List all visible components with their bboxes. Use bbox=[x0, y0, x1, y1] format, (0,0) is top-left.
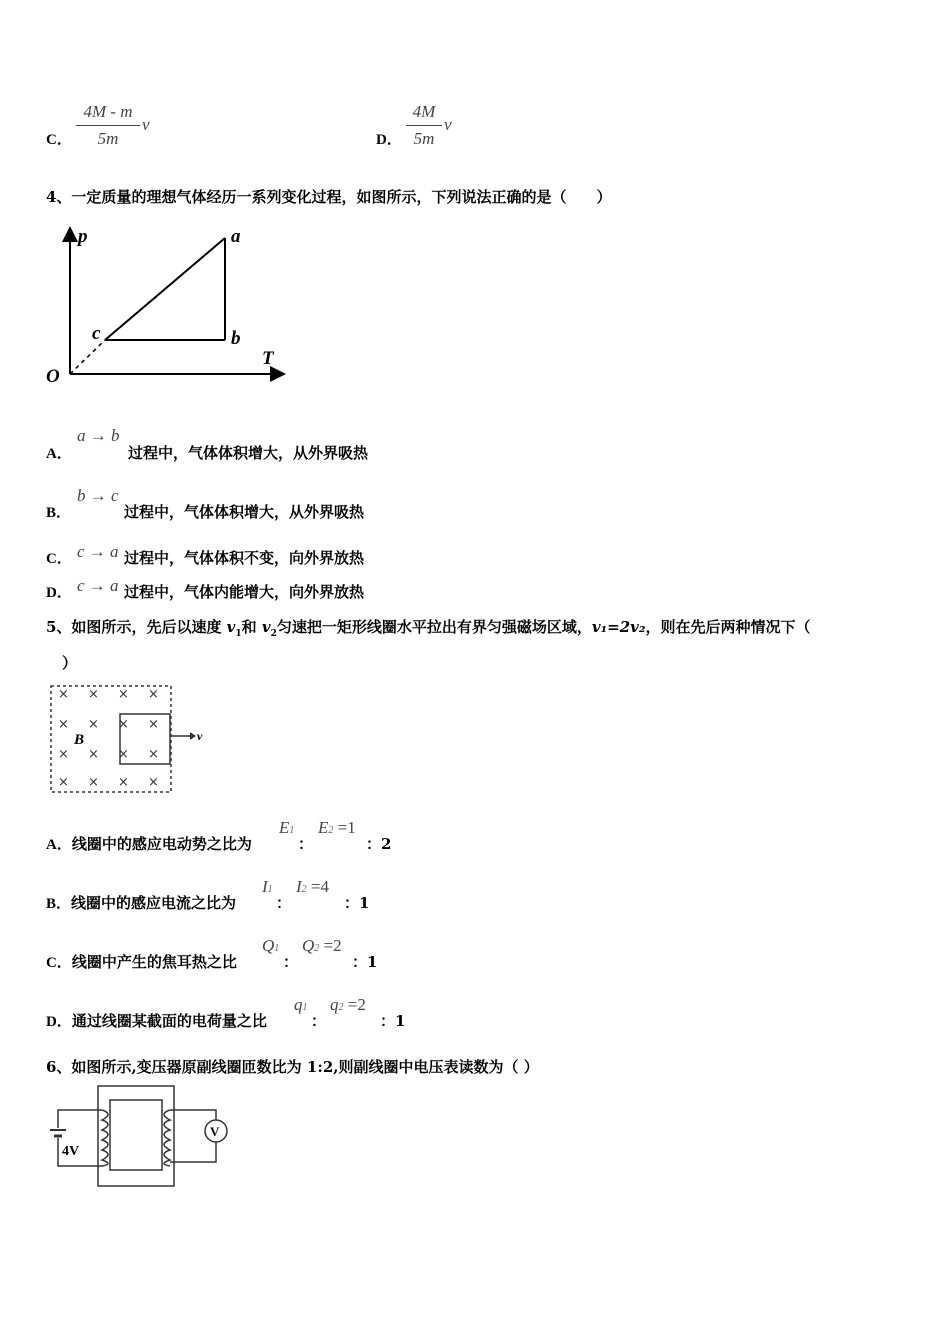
q5-option-b-eq: =4 bbox=[310, 877, 330, 896]
q5-stem-close: ） bbox=[62, 654, 78, 672]
q6-primary-coil bbox=[102, 1110, 108, 1166]
q5-cross: × bbox=[88, 717, 99, 732]
q5-option-a-label: A． bbox=[46, 837, 72, 853]
q4-option-a-label: A． bbox=[46, 446, 72, 462]
q5-option-c-q2-sub: 2 bbox=[314, 943, 320, 954]
q5-cross: × bbox=[148, 687, 159, 702]
q5-option-d-q2-sub: 2 bbox=[338, 1002, 344, 1013]
q5-stem-post: ，则在先后两种情况下（ bbox=[645, 618, 811, 636]
q5-option-c-end: ：1 bbox=[352, 953, 378, 971]
q6-voltmeter-label: V bbox=[210, 1124, 220, 1139]
q5-option-c-eq: =2 bbox=[323, 936, 342, 955]
q5-option-b-i2 bbox=[296, 877, 329, 897]
q5-option-c-q2 bbox=[302, 936, 342, 956]
q3-option-d-fraction bbox=[406, 102, 442, 149]
q5-cross: × bbox=[118, 717, 129, 732]
q5-option-c-text: 线圈中产生的焦耳热之比 bbox=[71, 953, 237, 971]
q5-option-b-i1-sym: I bbox=[262, 877, 268, 896]
q5-velocity-arrowhead bbox=[190, 732, 196, 740]
q3-option-d-var: v bbox=[444, 115, 452, 134]
q6-core-inner bbox=[110, 1100, 162, 1170]
q4-label-p: p bbox=[78, 226, 88, 247]
q4-label-b: b bbox=[231, 328, 241, 349]
q5-option-b bbox=[46, 892, 236, 913]
q5-option-d-q2-sym: q bbox=[330, 995, 339, 1014]
q5-cross: × bbox=[118, 747, 129, 762]
q5-stem-mid: 匀速把一矩形线圈水平拉出有界匀强磁场区域， bbox=[276, 618, 592, 636]
q6-transformer-circuit bbox=[44, 1082, 244, 1192]
q3-option-c-fraction bbox=[76, 102, 140, 149]
q5-cross: × bbox=[88, 747, 99, 762]
q4-option-a-math: a → b bbox=[77, 426, 120, 445]
q3-option-c-numerator: 4M - m bbox=[83, 102, 133, 121]
q5-option-b-i2-sym: I bbox=[296, 877, 302, 896]
q4-label-t: T bbox=[262, 348, 274, 369]
q4-option-b-text: 过程中，气体体积增大，从外界吸热 bbox=[124, 503, 365, 521]
q5-cross: × bbox=[118, 687, 129, 702]
q4-option-c-label: C． bbox=[46, 551, 72, 567]
q5-option-b-label: B． bbox=[46, 896, 72, 912]
q5-option-d-q1-sub: 1 bbox=[302, 1002, 308, 1013]
q3-option-d-label: D． bbox=[376, 132, 402, 148]
q5-cross: × bbox=[58, 687, 69, 702]
q5-option-b-i1 bbox=[262, 877, 273, 897]
q3-option-d-denominator: 5m bbox=[413, 129, 435, 148]
q3-option-c-label: C． bbox=[46, 132, 72, 148]
q5-option-a-e2 bbox=[318, 818, 356, 838]
q5-option-a-eq: =1 bbox=[337, 818, 356, 837]
q5-option-a-e2-sub: 2 bbox=[328, 825, 334, 836]
q5-option-b-sep: ： bbox=[276, 894, 292, 912]
q4-label-origin: O bbox=[46, 366, 60, 387]
q5-cross: × bbox=[148, 747, 159, 762]
q4-option-c-math: c → a bbox=[77, 542, 119, 561]
q4-label-c: c bbox=[92, 323, 101, 344]
q5-v2-sub: 2 bbox=[270, 629, 277, 639]
q5-option-a bbox=[46, 833, 252, 854]
q5-option-c-q1-sub: 1 bbox=[274, 943, 280, 954]
q6-secondary-wire-bottom bbox=[170, 1142, 216, 1162]
q6-stem: 6、如图所示,变压器原副线圈匝数比为 1:2,则副线圈中电压表读数为（ ） bbox=[46, 1058, 539, 1076]
q5-magnetic-field-figure bbox=[46, 682, 216, 797]
q4-label-a: a bbox=[231, 226, 241, 247]
q5-stem-and: 和 bbox=[241, 618, 262, 636]
q5-option-a-e1-sym: E bbox=[279, 818, 290, 837]
q5-label-v: v bbox=[197, 729, 203, 743]
q5-stem bbox=[46, 616, 810, 639]
q5-option-d-q1-sym: q bbox=[294, 995, 303, 1014]
q4-option-c-text: 过程中，气体体积不变，向外界放热 bbox=[124, 549, 365, 567]
q6-battery-label: 4V bbox=[62, 1144, 80, 1159]
q4-option-d-math: c → a bbox=[77, 576, 119, 595]
q5-option-d-text: 通过线圈某截面的电荷量之比 bbox=[71, 1012, 267, 1030]
q3-option-c-var: v bbox=[142, 115, 150, 134]
q6-secondary-wire-top bbox=[170, 1110, 216, 1120]
q5-option-d-end: ：1 bbox=[380, 1012, 406, 1030]
q5-cross: × bbox=[88, 775, 99, 790]
q5-option-c-label: C． bbox=[46, 955, 72, 971]
q5-option-d-sep: ： bbox=[311, 1012, 327, 1030]
q5-label-b: B bbox=[74, 732, 85, 748]
q5-cross: × bbox=[58, 717, 69, 732]
q5-option-a-e1-sub: 1 bbox=[289, 825, 295, 836]
q5-option-a-sep: ： bbox=[298, 835, 314, 853]
q5-cross: × bbox=[58, 775, 69, 790]
q4-option-b-math: b → c bbox=[77, 486, 119, 505]
q5-v2: v bbox=[261, 618, 271, 636]
q5-option-d-q2 bbox=[330, 995, 366, 1015]
q3-option-c-denominator: 5m bbox=[97, 129, 119, 148]
q5-cross: × bbox=[148, 775, 159, 790]
q5-cross: × bbox=[58, 747, 69, 762]
q3-option-d-numerator: 4M bbox=[412, 102, 436, 121]
q5-option-b-end: ：1 bbox=[344, 894, 370, 912]
q5-option-b-i2-sub: 2 bbox=[301, 884, 307, 895]
q4-line-ca bbox=[105, 238, 225, 340]
q5-option-b-text: 线圈中的感应电流之比为 bbox=[71, 894, 237, 912]
q4-option-d-text: 过程中，气体内能增大，向外界放热 bbox=[124, 583, 365, 601]
q5-option-d-eq: =2 bbox=[347, 995, 366, 1014]
q5-option-d bbox=[46, 1010, 267, 1031]
q5-option-a-e2-sym: E bbox=[318, 818, 329, 837]
q5-option-d-q1 bbox=[294, 995, 308, 1015]
q5-option-b-i1-sub: 1 bbox=[267, 884, 273, 895]
q6-secondary-coil bbox=[164, 1110, 170, 1166]
q5-option-c bbox=[46, 951, 237, 972]
q5-v1: v bbox=[226, 618, 236, 636]
q5-option-a-end: ：2 bbox=[366, 835, 392, 853]
q4-option-a-text: 过程中，气体体积增大，从外界吸热 bbox=[128, 444, 369, 462]
q5-option-d-label: D． bbox=[46, 1014, 72, 1030]
q5-stem-pre: 5、如图所示，先后以速度 bbox=[46, 618, 227, 636]
q5-option-c-sep: ： bbox=[283, 953, 299, 971]
q5-option-a-text: 线圈中的感应电动势之比为 bbox=[71, 835, 252, 853]
q4-stem: 4、一定质量的理想气体经历一系列变化过程，如图所示，下列说法正确的是（ ） bbox=[46, 188, 612, 206]
q5-option-c-q1-sym: Q bbox=[262, 936, 275, 955]
q5-option-a-e1 bbox=[279, 818, 294, 838]
q4-option-d-label: D． bbox=[46, 585, 72, 601]
q5-cross: × bbox=[88, 687, 99, 702]
q6-primary-wire-top bbox=[58, 1110, 102, 1128]
q5-cross: × bbox=[118, 775, 129, 790]
q5-v1-sub: 1 bbox=[235, 629, 242, 639]
q4-option-b-label: B． bbox=[46, 505, 72, 521]
q5-cross: × bbox=[148, 717, 159, 732]
q5-option-c-q2-sym: Q bbox=[302, 936, 315, 955]
q5-option-c-q1 bbox=[262, 936, 279, 956]
q4-pt-graph bbox=[40, 222, 290, 387]
q5-relation: v₁=2v₂ bbox=[591, 618, 646, 636]
q4-extrapolation-line bbox=[70, 340, 105, 374]
